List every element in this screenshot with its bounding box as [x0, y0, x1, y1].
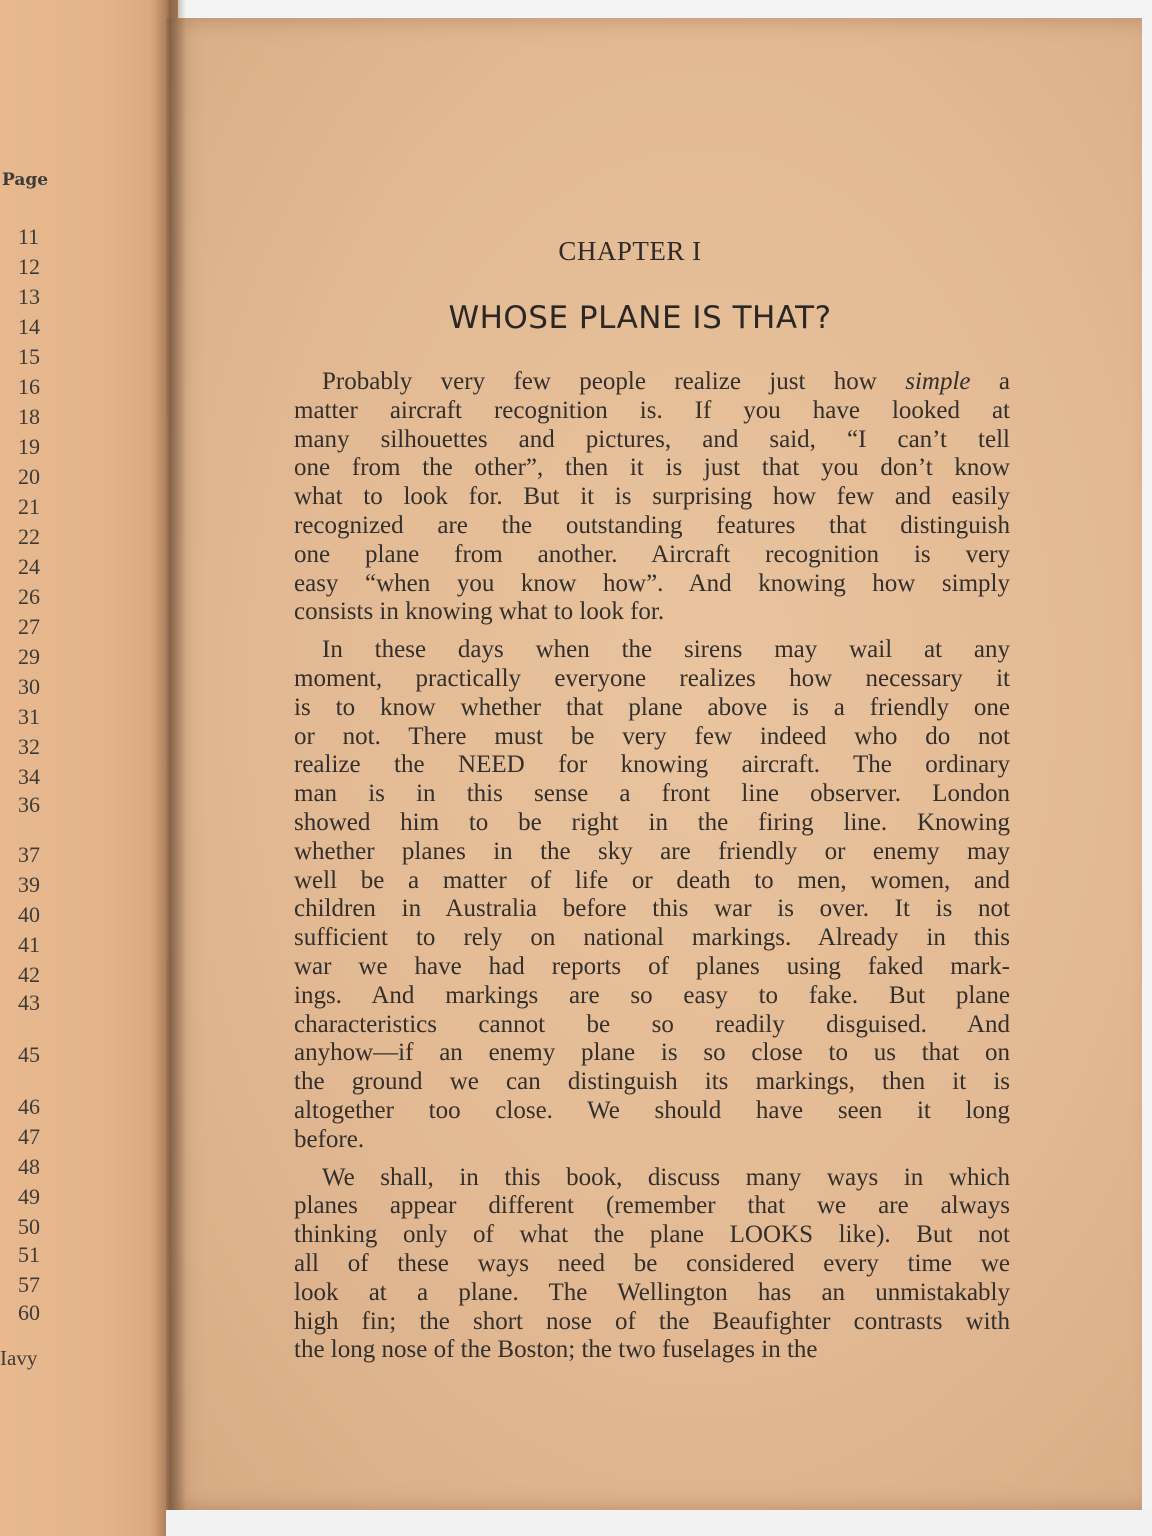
toc-page-number: 24	[18, 554, 40, 579]
toc-page-number: 41	[18, 932, 40, 957]
toc-page-number: 18	[18, 404, 40, 429]
text-line: altogether too close. We should have seen it long	[294, 1096, 1010, 1124]
chapter-label: CHAPTER I	[558, 236, 702, 266]
text-line: war we have had reports of planes using faked mark-	[294, 952, 1010, 980]
text-line: is to know whether that plane above is a friendly one	[294, 693, 1010, 721]
text-line: moment, practically everyone realizes how necessary it	[294, 664, 1010, 692]
paragraph	[294, 636, 1010, 1154]
toc-page-number: 32	[18, 734, 40, 759]
toc-page-number: 27	[18, 614, 40, 639]
toc-page-number: 12	[18, 254, 40, 279]
text-line: showed him to be right in the firing line. Knowing	[294, 808, 1010, 836]
background-strip	[166, 1510, 1152, 1536]
toc-page-number: 30	[18, 674, 40, 699]
toc-page-number: 19	[18, 434, 40, 459]
text-line: look at a plane. The Wellington has an unmistakably	[294, 1278, 1010, 1306]
toc-page-number: 14	[18, 314, 40, 339]
text-line: well be a matter of life or death to men, women, and	[294, 866, 1010, 894]
text-line: many silhouettes and pictures, and said, “I can’t tell	[294, 425, 1010, 453]
paragraph	[294, 1164, 1010, 1366]
text-line: whether planes in the sky are friendly or enemy may	[294, 837, 1010, 865]
text-line: ings. And markings are so easy to fake. But plane	[294, 981, 1010, 1009]
toc-page-number: 60	[18, 1300, 40, 1325]
text-line: recognized are the outstanding features that distinguish	[294, 511, 1010, 539]
toc-page-number: 39	[18, 872, 40, 897]
toc-page-number: 45	[18, 1042, 40, 1067]
text-line: consists in knowing what to look for.	[294, 598, 665, 626]
toc-page-number: 22	[18, 524, 40, 549]
toc-page-number: 46	[18, 1094, 40, 1119]
toc-page-number: 13	[18, 284, 40, 309]
toc-page-number: 48	[18, 1154, 40, 1179]
text-line: the ground we can distinguish its markings, then it is	[294, 1068, 1010, 1096]
toc-page-number: 43	[18, 990, 40, 1015]
toc-page-number: 31	[18, 704, 40, 729]
chapter-body	[294, 368, 1010, 1374]
toc-page-number: 50	[18, 1214, 40, 1239]
book-gutter	[150, 0, 186, 1536]
text-line: characteristics cannot be so readily disguised. And	[294, 1010, 1010, 1038]
text-line: before.	[294, 1125, 365, 1153]
toc-page-number: 36	[18, 792, 40, 817]
text-line: Probably very few people realize just how simple a	[322, 368, 1010, 395]
text-line: man is in this sense a front line observer. London	[294, 780, 1010, 808]
text-line: high fin; the short nose of the Beaufighter contrasts with	[294, 1307, 1010, 1335]
toc-page-number: 16	[18, 374, 40, 399]
toc-header: Page	[2, 170, 49, 190]
toc-page-number: 51	[18, 1242, 40, 1267]
text-line: what to look for. But it is surprising how few and easily	[294, 483, 1010, 511]
toc-page-number: 42	[18, 962, 40, 987]
text-line: anyhow—if an enemy plane is so close to us that on	[294, 1039, 1010, 1067]
toc-page-number: 21	[18, 494, 40, 519]
toc-page-number: 15	[18, 344, 40, 369]
toc-page-number: 49	[18, 1184, 40, 1209]
text-line: children in Australia before this war is over. It is not	[294, 895, 1010, 923]
toc-footer-fragment: Iavy	[0, 1346, 38, 1370]
text-line: one from the other”, then it is just that you don’t know	[294, 454, 1010, 482]
text-line: sufficient to rely on national markings. Already in this	[294, 924, 1010, 952]
toc-page-number: 57	[18, 1272, 40, 1297]
chapter-title: WHOSE PLANE IS THAT?	[448, 300, 832, 336]
toc-page-number: 11	[18, 224, 40, 249]
toc-page-number: 26	[18, 584, 40, 609]
toc-page-number: 37	[18, 842, 40, 867]
text-line: In these days when the sirens may wail at any	[322, 636, 1010, 664]
text-line: thinking only of what the plane LOOKS like). But not	[294, 1221, 1010, 1249]
text-line: planes appear different (remember that we are always	[294, 1192, 1010, 1220]
text-line: or not. There must be very few indeed who do not	[294, 722, 1010, 750]
text-line: matter aircraft recognition is. If you have looked at	[294, 396, 1010, 424]
text-line: all of these ways need be considered every time we	[294, 1249, 1010, 1277]
toc-page-number: 40	[18, 902, 40, 927]
paragraph	[294, 368, 1010, 627]
toc-page-number: 29	[18, 644, 40, 669]
text-line: one plane from another. Aircraft recognition is very	[294, 540, 1010, 568]
text-line: easy “when you know how”. And knowing how simply	[294, 569, 1010, 597]
text-line: We shall, in this book, discuss many ways in which	[322, 1163, 1010, 1191]
text-line: the long nose of the Boston; the two fuselages in the	[294, 1336, 818, 1364]
toc-page-number: 34	[18, 764, 40, 789]
toc-page-number: 20	[18, 464, 40, 489]
text-line: realize the NEED for knowing aircraft. The ordinary	[294, 751, 1010, 779]
toc-page-number: 47	[18, 1124, 40, 1149]
